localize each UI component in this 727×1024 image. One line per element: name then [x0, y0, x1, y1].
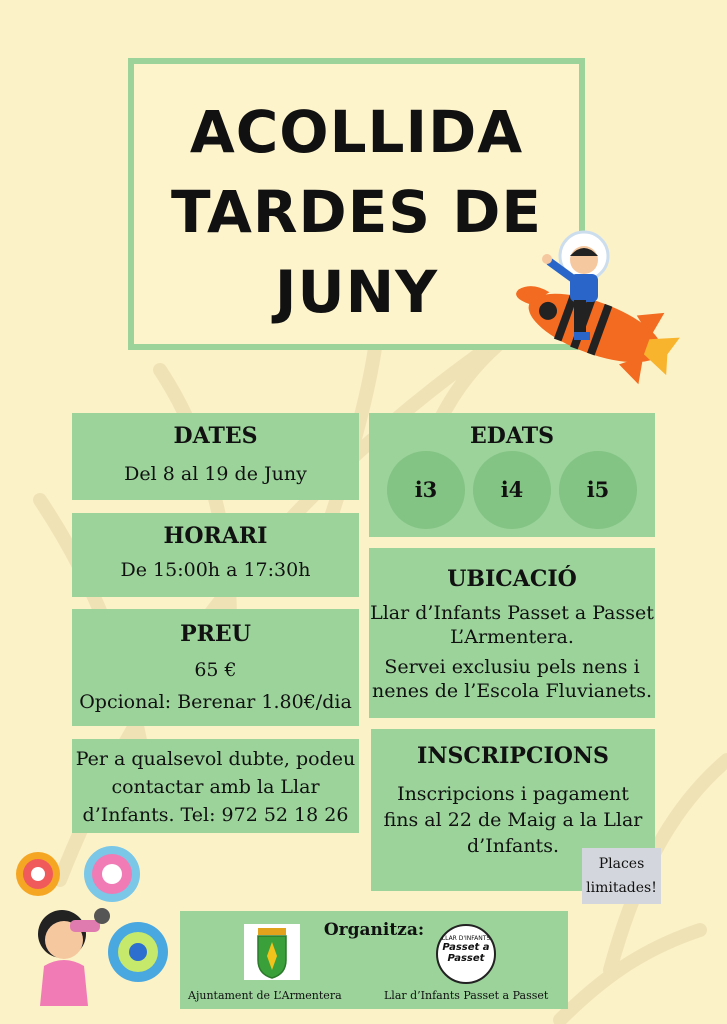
mandala-3: [108, 922, 168, 982]
inscripcions-line-2: fins al 22 de Maig a la Llar: [383, 809, 643, 831]
limited-places-note: [582, 848, 661, 904]
ubicacio-line-2: L’Armentera.: [450, 626, 574, 648]
preu-optional: Opcional: Berenar 1.80€/dia: [79, 691, 352, 713]
ubicacio-heading: UBICACIÓ: [447, 566, 577, 592]
contact-line-2: contactar amb la Llar: [111, 776, 320, 798]
age-circle-i5: i5: [559, 451, 637, 529]
logo-line-1: Passet a: [442, 942, 490, 953]
horari-panel: [72, 513, 359, 597]
org1-caption: Ajuntament de L’Armentera: [188, 989, 342, 1002]
preu-panel: [72, 609, 359, 726]
note-line-2: limitades!: [586, 880, 657, 896]
ubicacio-line-1: Llar d’Infants Passet a Passet: [370, 602, 654, 624]
title-line-3: JUNY: [274, 258, 439, 326]
inscripcions-line-1: Inscripcions i pagament: [397, 783, 629, 805]
title-line-2: TARDES DE: [170, 178, 543, 246]
ubicacio-line-3: Servei exclusiu pels nens i: [384, 656, 640, 678]
note-line-1: Places: [598, 856, 645, 872]
organitza-label: Organitza:: [323, 920, 425, 940]
age-circle-i3: i3: [387, 451, 465, 529]
ubicacio-line-4: nenes de l’Escola Fluvianets.: [372, 680, 652, 702]
dates-text: Del 8 al 19 de Juny: [124, 463, 307, 485]
horari-text: De 15:00h a 17:30h: [120, 559, 311, 581]
title-line-1: ACOLLIDA: [189, 98, 524, 166]
mandala-1: [16, 852, 60, 896]
preu-heading: PREU: [180, 621, 251, 647]
inscripcions-line-3: d’Infants.: [467, 835, 559, 857]
municipal-shield-icon: [244, 924, 300, 980]
logo-line-2: Passet: [447, 953, 485, 964]
edats-heading: EDATS: [470, 423, 554, 449]
contact-line-1: Per a qualsevol dubte, podeu: [75, 748, 356, 770]
horari-heading: HORARI: [163, 523, 268, 549]
dates-panel: [72, 413, 359, 500]
ubicacio-panel: [369, 548, 655, 718]
contact-line-3: d’Infants. Tel: 972 52 18 26: [82, 804, 349, 826]
passet-logo: [436, 924, 496, 984]
inscripcions-heading: INSCRIPCIONS: [417, 743, 609, 769]
edats-panel: [369, 413, 655, 537]
org2-caption: Llar d’Infants Passet a Passet: [384, 989, 549, 1002]
rocket-boy-illustration: [500, 228, 690, 388]
girl-binoculars-illustration: [10, 846, 175, 1006]
contact-panel: [72, 739, 359, 833]
age-circle-i4: i4: [473, 451, 551, 529]
dates-heading: DATES: [173, 423, 258, 449]
organizer-panel: [180, 911, 568, 1009]
preu-price: 65 €: [194, 659, 237, 681]
logo-small-text: LLAR D'INFANTS: [441, 935, 491, 942]
mandala-2: [84, 846, 140, 902]
